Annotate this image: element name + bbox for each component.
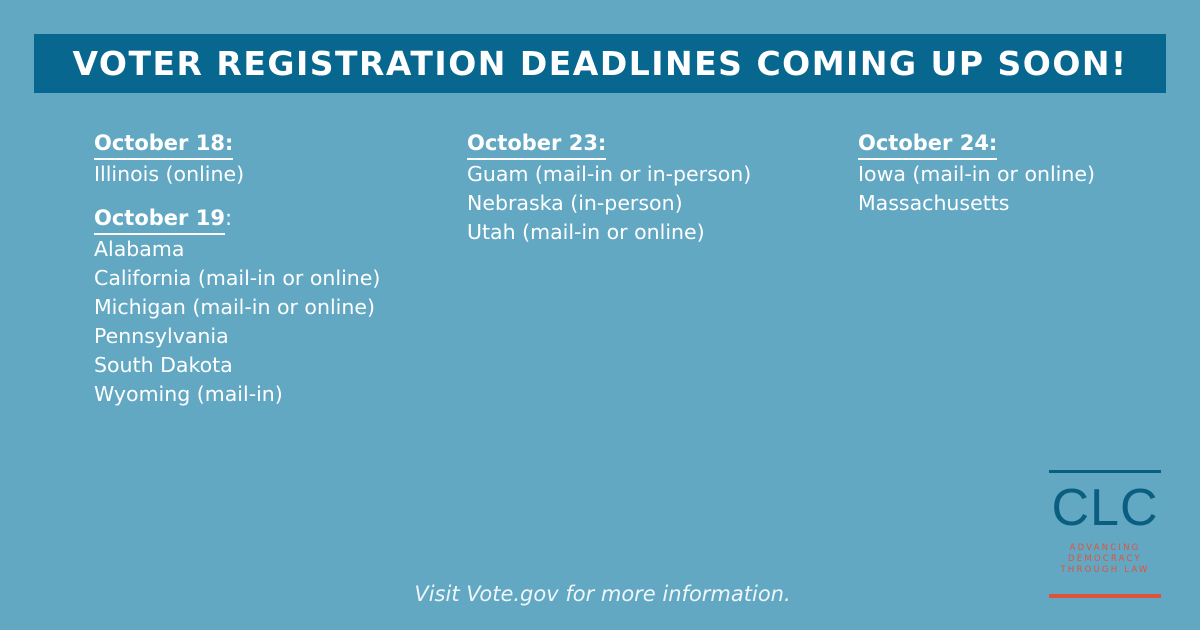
logo-top-rule	[1049, 470, 1161, 473]
deadline-date: October 24:	[858, 128, 997, 160]
state-list-item: Nebraska (in-person)	[467, 191, 683, 215]
state-list-item: Illinois (online)	[94, 162, 245, 186]
state-list-item: California (mail-in or online)	[94, 266, 381, 290]
deadline-group	[858, 128, 1095, 218]
state-list-item: Pennsylvania	[94, 324, 229, 348]
page-title: VOTER REGISTRATION DEADLINES COMING UP SOON!	[72, 44, 1128, 83]
deadline-column-3	[858, 128, 1095, 232]
title-banner	[34, 34, 1166, 93]
clc-logo	[1049, 470, 1161, 600]
deadline-column-2	[467, 128, 751, 261]
deadline-date: October 19	[94, 203, 225, 235]
logo-bottom-rule	[1049, 594, 1161, 598]
deadline-date-colon: :	[224, 206, 233, 230]
state-list-item: Guam (mail-in or in-person)	[467, 162, 752, 186]
deadline-group	[94, 128, 380, 189]
state-list-item: Massachusetts	[858, 191, 1010, 215]
deadline-column-1	[94, 128, 380, 423]
deadline-group	[94, 203, 380, 409]
deadline-group	[467, 128, 751, 247]
state-list-item: Wyoming (mail-in)	[94, 382, 283, 406]
state-list-item: Alabama	[94, 237, 185, 261]
state-list-item: Utah (mail-in or online)	[467, 220, 705, 244]
logo-tagline: ADVANCING DEMOCRACY THROUGH LAW	[1060, 543, 1150, 575]
state-list-item: Michigan (mail-in or online)	[94, 295, 375, 319]
state-list-item: Iowa (mail-in or online)	[858, 162, 1095, 186]
footer-note: Visit Vote.gov for more information.	[414, 582, 791, 606]
deadline-date: October 23:	[467, 128, 606, 160]
state-list-item: South Dakota	[94, 353, 233, 377]
logo-mark: CLC	[1051, 479, 1159, 537]
deadline-date: October 18:	[94, 128, 233, 160]
